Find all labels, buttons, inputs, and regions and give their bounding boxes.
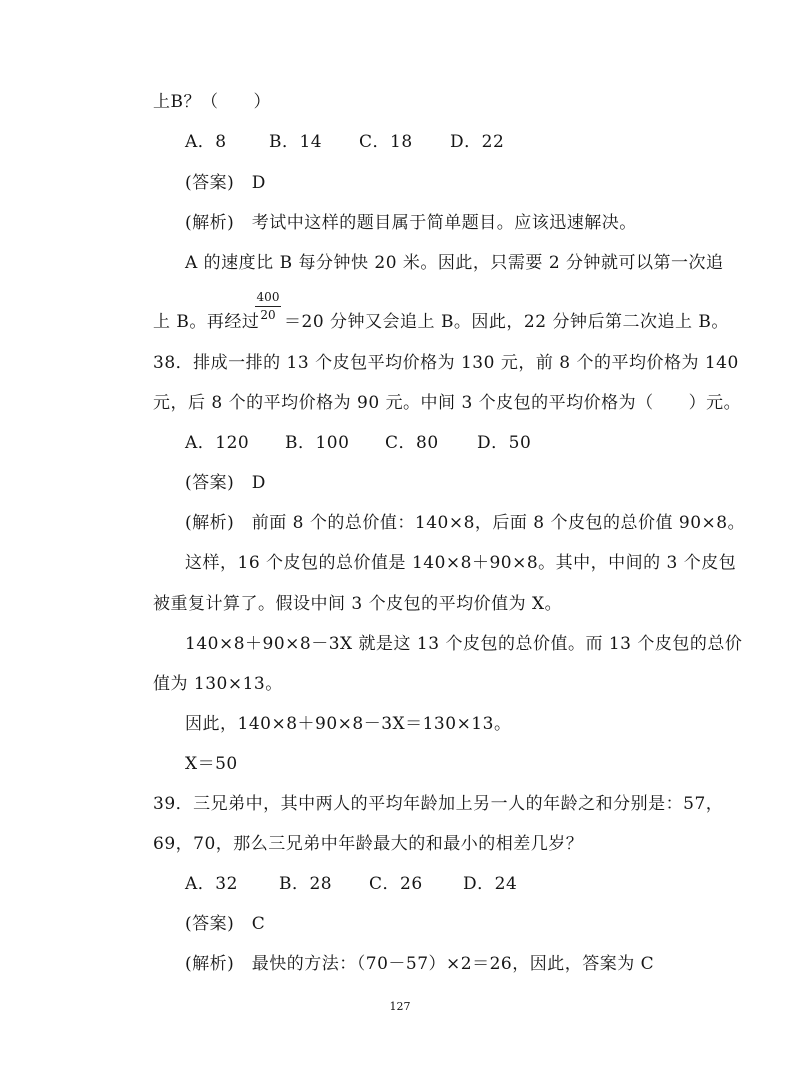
analysis-38-line-6: 因此，140×8＋90×8－3X＝130×13。 bbox=[185, 714, 512, 734]
answer-39: (答案) C bbox=[185, 914, 266, 934]
analysis-37-line-3b: ＝20 分钟又会追上 B。因此，22 分钟后第二次追上 B。 bbox=[284, 312, 729, 332]
option-c: C．26 bbox=[369, 874, 423, 894]
fraction-bar bbox=[255, 306, 281, 307]
analysis-38-line-7: X＝50 bbox=[185, 754, 238, 774]
option-a: A．120 bbox=[185, 433, 250, 453]
analysis-37-line-1: (解析) 考试中这样的题目属于简单题目。应该迅速解决。 bbox=[185, 213, 637, 233]
analysis-38-line-5: 值为 130×13。 bbox=[153, 674, 283, 694]
page-number: 127 bbox=[389, 1000, 411, 1013]
option-a: A．32 bbox=[185, 874, 238, 894]
analysis-39-line-1: (解析) 最快的方法：（70－57）×2＝26，因此，答案为 C bbox=[185, 954, 655, 974]
analysis-38-line-3: 被重复计算了。假设中间 3 个皮包的平均价值为 X。 bbox=[153, 594, 563, 614]
option-b: B．28 bbox=[279, 874, 333, 894]
question-39-line-1: 39．三兄弟中，其中两人的平均年龄加上另一人的年龄之和分别是：57， bbox=[153, 794, 724, 814]
option-c: C．80 bbox=[385, 433, 439, 453]
analysis-37-line-2: A 的速度比 B 每分钟快 20 米。因此，只需要 2 分钟就可以第一次追 bbox=[185, 253, 724, 273]
fraction-numerator: 400 bbox=[256, 290, 280, 304]
question-39-line-2: 69，70，那么三兄弟中年龄最大的和最小的相差几岁？ bbox=[153, 834, 584, 854]
option-a: A．8 bbox=[185, 132, 227, 152]
option-d: D．50 bbox=[477, 433, 532, 453]
fraction-denominator: 20 bbox=[260, 308, 276, 322]
option-d: D．24 bbox=[463, 874, 518, 894]
option-b: B．100 bbox=[285, 433, 350, 453]
analysis-38-line-2: 这样，16 个皮包的总价值是 140×8＋90×8。其中，中间的 3 个皮包 bbox=[185, 553, 737, 573]
answer-38: (答案) D bbox=[185, 473, 266, 493]
option-c: C．18 bbox=[359, 132, 413, 152]
analysis-38-line-4: 140×8＋90×8－3X 就是这 13 个皮包的总价值。而 13 个皮包的总价 bbox=[185, 634, 743, 654]
question-37-tail: 上B？（ ） bbox=[153, 92, 271, 112]
analysis-37-line-3a: 上 B。再经过 bbox=[153, 312, 260, 332]
question-38-line-1: 38．排成一排的 13 个皮包平均价格为 130 元，前 8 个的平均价格为 140 bbox=[153, 353, 739, 373]
question-38-line-2: 元，后 8 个的平均价格为 90 元。中间 3 个皮包的平均价格为（ ）元。 bbox=[153, 393, 742, 413]
option-b: B．14 bbox=[269, 132, 323, 152]
answer-37: (答案) D bbox=[185, 173, 266, 193]
option-d: D．22 bbox=[450, 132, 505, 152]
analysis-38-line-1: (解析) 前面 8 个的总价值：140×8，后面 8 个皮包的总价值 90×8。 bbox=[185, 513, 746, 533]
